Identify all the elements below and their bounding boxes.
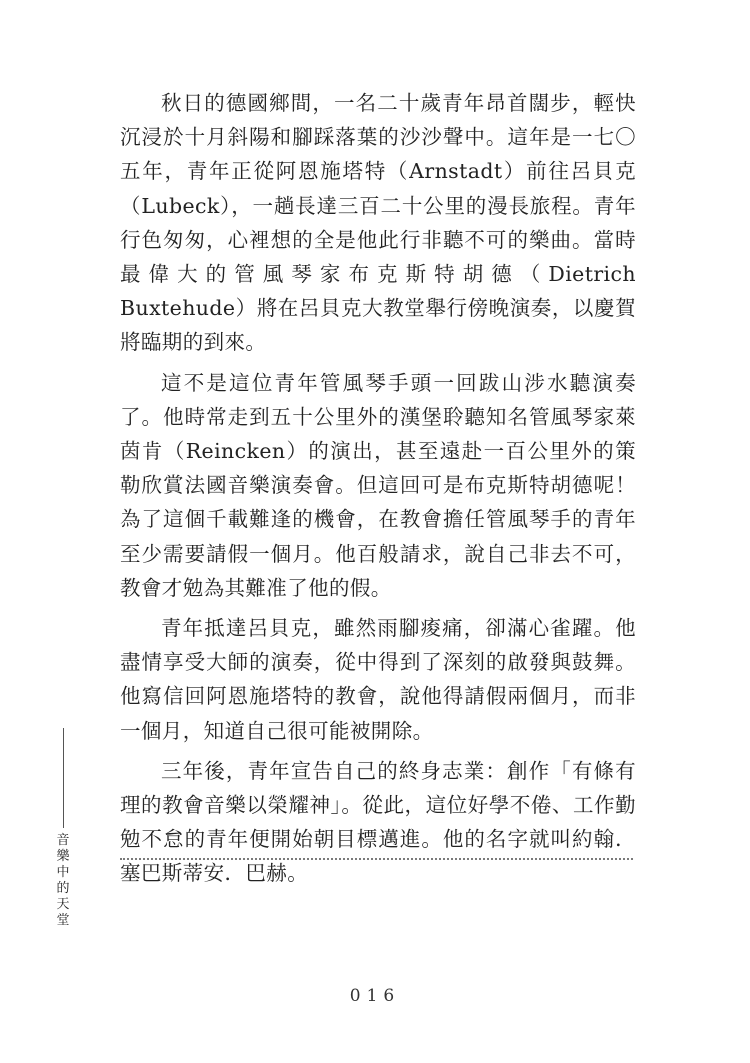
- paragraph-3: 青年抵達呂貝克，雖然雨腳痠痛，卻滿心雀躍。他盡情享受大師的演奏，從中得到了深刻的啟發與鼓舞。他寫信回阿恩施塔特的教會，說他得請假兩個月，而非一個月，知道自己很可能被開除。: [120, 616, 636, 743]
- paragraph-2: 這不是這位青年管風琴手頭一回跋山涉水聽演奏了。他時常走到五十公里外的漢堡聆聽知名管風琴家萊茵肯（Reincken）的演出，甚至遠赴一百公里外的策勒欣賞法國音樂演奏會。但這回可是布克斯特胡德呢！為了這個千載難逢的機會，在教會擔任管風琴手的青年至少需要請假一個月。他百般請求，說自己非去不可，教會才勉為其難准了他的假。: [120, 370, 636, 600]
- dotted-divider: [120, 858, 633, 860]
- body-text: [120, 86, 636, 897]
- paragraph-4: 三年後，青年宣告自己的終身志業：創作「有條有理的教會音樂以榮耀神」。從此，這位好學不倦、工作勤勉不怠的青年便開始朝目標邁進。他的名字就叫約翰．塞巴斯蒂安．巴赫。: [120, 758, 636, 886]
- book-title-side-label: 音樂中的天堂: [56, 833, 70, 928]
- paragraph-1: 秋日的德國鄉間，一名二十歲青年昂首闊步，輕快沉浸於十月斜陽和腳踩落葉的沙沙聲中。這年是一七〇五年，青年正從阿恩施塔特（Arnstadt）前往呂貝克（Lubeck），一趟長達三百二十公里的漫長旅程。青年行色匆匆，心裡想的全是他此行非聽不可的樂曲。當時最偉大的管風琴家布克斯特胡德（Dietrich Buxtehude）將在呂貝克大教堂舉行傍晚演奏，以慶賀將臨期的到來。: [120, 91, 636, 355]
- side-rule: [63, 728, 64, 828]
- page-number: 016: [349, 986, 401, 1006]
